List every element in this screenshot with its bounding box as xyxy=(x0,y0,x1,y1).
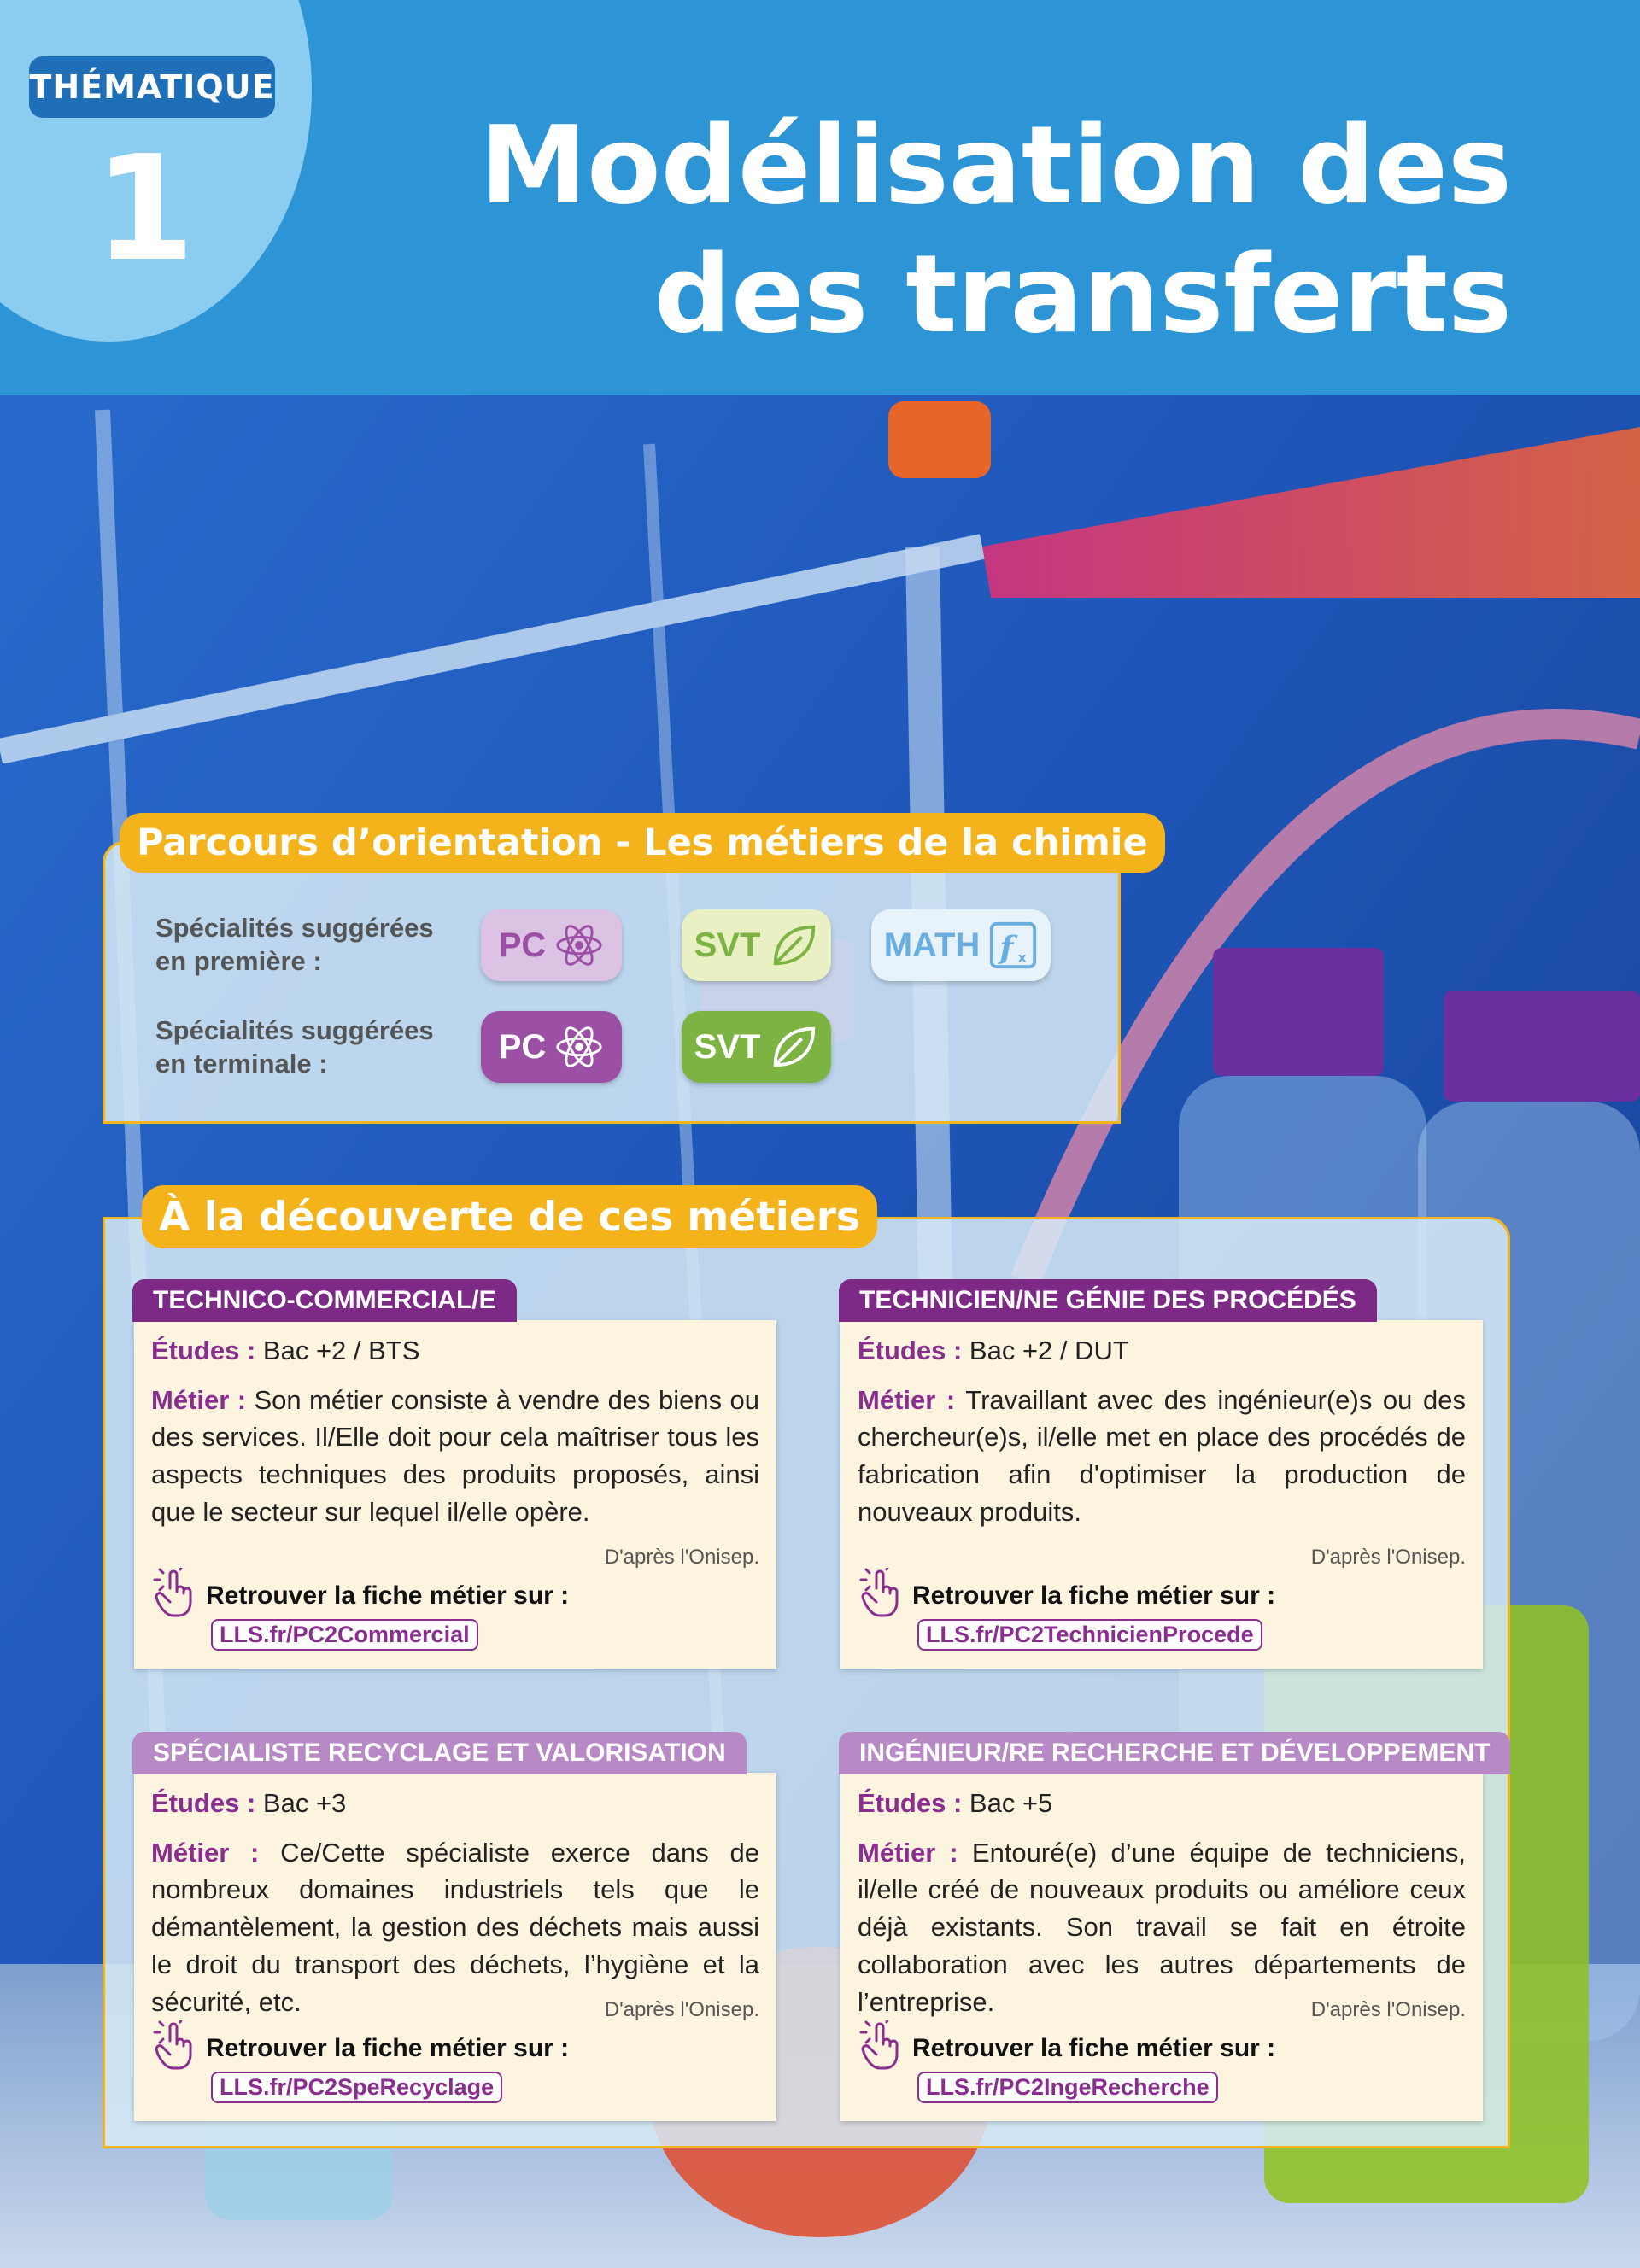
etudes-value: Bac +2 / DUT xyxy=(969,1336,1129,1365)
job-card-technicien-procedes xyxy=(840,1286,1483,1669)
badge-pc-premiere xyxy=(481,909,622,981)
etudes-key: Études : xyxy=(858,1788,963,1818)
metier-key: Métier : xyxy=(858,1837,958,1868)
job-card-ingenieur-rd xyxy=(840,1739,1491,2121)
badge-pc-label: PC xyxy=(498,926,547,964)
decouverte-title: À la découverte de ces métiers xyxy=(142,1185,877,1248)
job-card-title: SPÉCIALISTE RECYCLAGE ET VALORISATION xyxy=(132,1732,747,1774)
badge-pc-terminale xyxy=(481,1011,622,1083)
pointing-hand-icon xyxy=(858,1568,904,1619)
source-note: D'après l'Onisep. xyxy=(1310,1998,1466,2021)
premiere-label xyxy=(155,912,434,979)
leaf-icon xyxy=(769,1022,818,1072)
source-note: D'après l'Onisep. xyxy=(604,1546,759,1569)
badge-svt-label: SVT xyxy=(694,926,761,964)
source-note: D'après l'Onisep. xyxy=(1310,1546,1466,1569)
orientation-title: Parcours d’orientation - Les métiers de la chimie xyxy=(120,813,1165,873)
job-card-title: TECHNICO-COMMERCIAL/E xyxy=(132,1279,517,1322)
page-title xyxy=(401,101,1512,359)
badge-math-premiere xyxy=(871,909,1051,981)
leaf-icon xyxy=(769,921,818,970)
pointing-hand-icon xyxy=(151,1568,197,1619)
pointing-hand-icon xyxy=(858,2020,904,2072)
atom-icon xyxy=(554,921,604,970)
atom-icon xyxy=(554,1022,604,1072)
etudes-key: Études : xyxy=(151,1336,256,1365)
fiche-label: Retrouver la fiche métier sur : xyxy=(206,1581,570,1610)
page-title-line-2: des transferts xyxy=(653,231,1512,358)
pointing-hand-icon xyxy=(151,2020,197,2072)
metier-key: Métier : xyxy=(858,1384,956,1415)
source-note: D'après l'Onisep. xyxy=(604,1998,759,2021)
terminale-label-line-1: Spécialités suggérées xyxy=(155,1015,434,1045)
metier-text: Travaillant avec des ingénieur(e)s ou des chercheur(e)s, il/elle met en place des procédés de fabrication afin d'optimiser la production de nouveaux produits. xyxy=(858,1384,1466,1527)
svg-text:f: f xyxy=(999,929,1014,967)
premiere-label-line-2: en première : xyxy=(155,945,322,976)
etudes-value: Bac +5 xyxy=(969,1788,1053,1818)
function-icon xyxy=(988,921,1038,970)
job-card-specialiste-recyclage xyxy=(134,1739,776,2121)
etudes-key: Études : xyxy=(858,1336,963,1365)
job-card-title: TECHNICIEN/NE GÉNIE DES PROCÉDÉS xyxy=(839,1279,1377,1322)
page-title-line-1: Modélisation des xyxy=(479,102,1512,228)
premiere-label-line-1: Spécialités suggérées xyxy=(155,913,434,943)
fiche-link[interactable]: LLS.fr/PC2TechnicienProcede xyxy=(917,1619,1262,1651)
etudes-key: Études : xyxy=(151,1788,256,1818)
metier-key: Métier : xyxy=(151,1837,260,1868)
fiche-link[interactable]: LLS.fr/PC2Commercial xyxy=(211,1619,478,1651)
fiche-label: Retrouver la fiche métier sur : xyxy=(912,1581,1276,1610)
badge-svt-label: SVT xyxy=(694,1027,761,1066)
thematique-label: THÉMATIQUE xyxy=(29,56,275,118)
badge-svt-terminale xyxy=(682,1011,831,1083)
badge-math-label: MATH xyxy=(883,926,981,964)
fiche-link[interactable]: LLS.fr/PC2IngeRecherche xyxy=(917,2072,1218,2103)
badge-pc-label: PC xyxy=(498,1027,547,1066)
metier-key: Métier : xyxy=(151,1384,247,1415)
thematique-number: 1 xyxy=(94,125,196,294)
fiche-link[interactable]: LLS.fr/PC2SpeRecyclage xyxy=(211,2072,502,2103)
job-card-technico-commercial xyxy=(134,1286,776,1669)
etudes-value: Bac +2 / BTS xyxy=(262,1336,420,1365)
terminale-label xyxy=(155,1014,434,1081)
job-card-title: INGÉNIEUR/RE RECHERCHE ET DÉVELOPPEMENT xyxy=(839,1732,1510,1774)
metier-text: Entouré(e) d’une équipe de techniciens, il/elle créé de nouveaux produits ou améliore ceux déjà existants. Son travail se fait en étroite collaboration avec les autres départements de l’entreprise. xyxy=(858,1837,1466,2017)
fiche-label: Retrouver la fiche métier sur : xyxy=(206,2034,570,2062)
badge-svt-premiere xyxy=(682,909,831,981)
metier-text: Ce/Cette spécialiste exerce dans de nombreux domaines industriels tels que le démantèlement, la gestion des déchets mais aussi le droit du transport des déchets, l’hygiène et la sécurité, etc. xyxy=(151,1837,759,2017)
terminale-label-line-2: en terminale : xyxy=(155,1048,328,1078)
metier-text: Son métier consiste à vendre des biens ou des services. Il/Elle doit pour cela maîtriser tous les aspects techniques des produits proposés, ainsi que le secteur sur lequel il/elle opère. xyxy=(151,1384,759,1527)
orientation-panel xyxy=(102,841,1121,1124)
etudes-value: Bac +3 xyxy=(262,1788,347,1818)
fiche-label: Retrouver la fiche métier sur : xyxy=(912,2034,1276,2062)
svg-text:x: x xyxy=(1018,950,1028,966)
